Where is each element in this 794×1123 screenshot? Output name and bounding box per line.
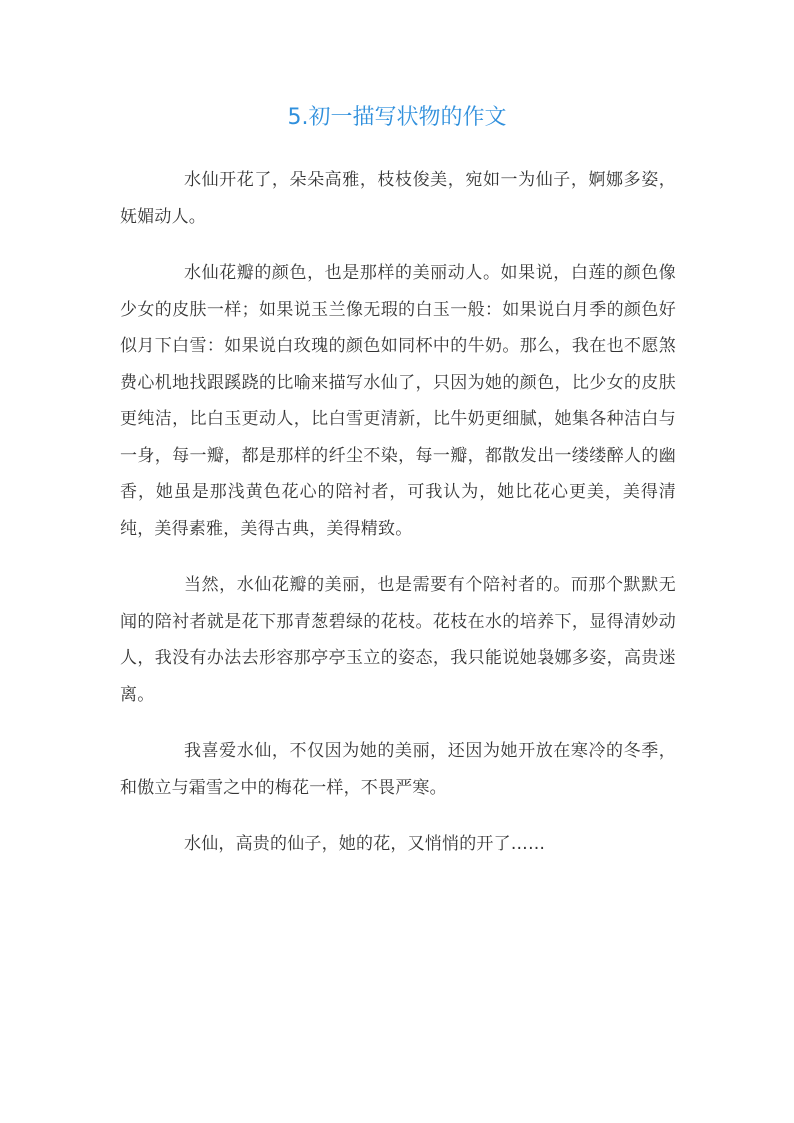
paragraph: 当然，水仙花瓣的美丽，也是需要有个陪衬者的。而那个默默无闻的陪衬者就是花下那青葱碧绿的花枝。花枝在水的培养下，显得清妙动人，我没有办法去形容那亭亭玉立的姿态，我只能说她袅娜多姿，高贵迷离。 xyxy=(120,575,676,705)
paragraph: 水仙，高贵的仙子，她的花，又悄悄的开了…… xyxy=(184,834,546,854)
document-title: 5.初一描写状物的作文 xyxy=(287,105,507,130)
paragraph: 我喜爱水仙，不仅因为她的美丽，还因为她开放在寒冷的冬季，和傲立与霜雪之中的梅花一样，不畏严寒。 xyxy=(120,741,676,798)
paragraph: 水仙花瓣的颜色，也是那样的美丽动人。如果说，白莲的颜色像少女的皮肤一样；如果说玉兰像无瑕的白玉一般：如果说白月季的颜色好似月下白雪：如果说白玫瑰的颜色如同杯中的牛奶。那么，我在也不愿煞费心机地找跟蹊跷的比喻来描写水仙了，只因为她的颜色，比少女的皮肤更纯洁，比白玉更动人，比白雪更清新，比牛奶更细腻，她集各种洁白与一身，每一瓣，都是那样的纤尘不染，每一瓣，都散发出一缕缕醉人的幽香，她虽是那浅黄色花心的陪衬者，可我认为，她比花心更美，美得清纯，美得素雅，美得古典，美得精致。 xyxy=(120,263,676,539)
paragraph: 水仙开花了，朵朵高雅，枝枝俊美，宛如一为仙子，婀娜多姿，妩媚动人。 xyxy=(120,170,676,227)
document-body xyxy=(120,162,676,883)
